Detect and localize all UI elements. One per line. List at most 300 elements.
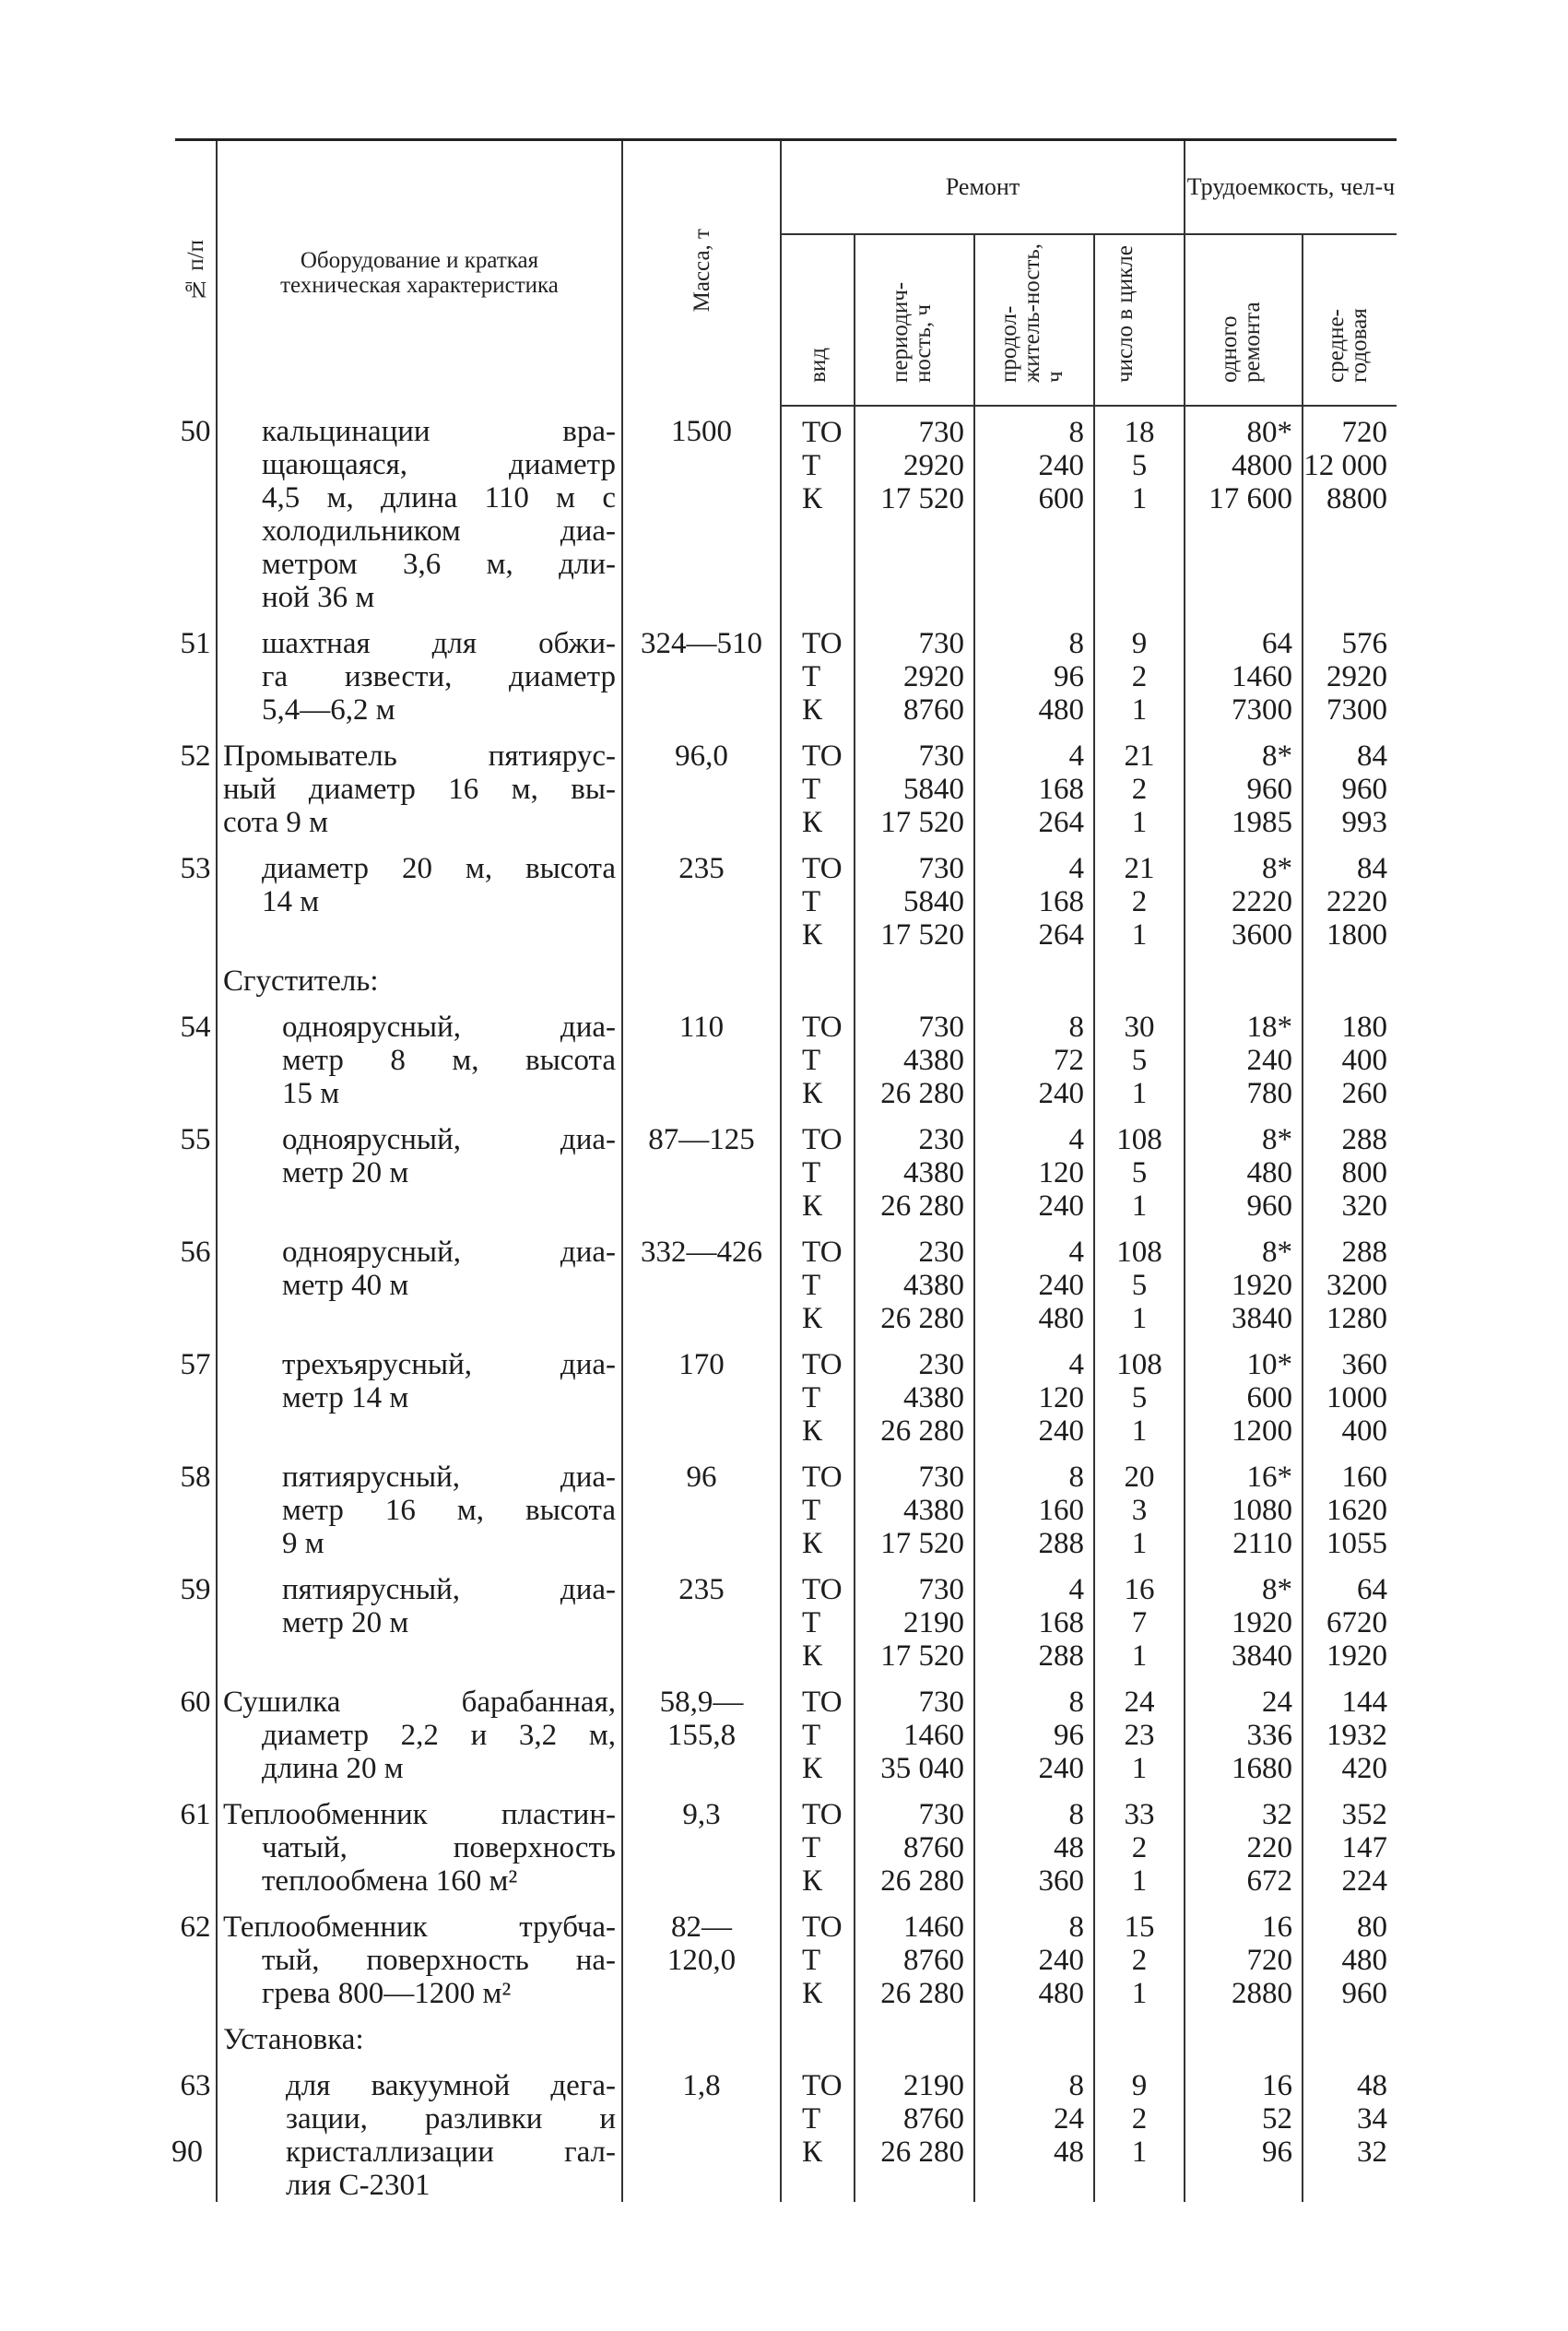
- cell-labor-one-repair-value: 780: [1246, 1077, 1293, 1111]
- header-number: № п/п: [183, 240, 208, 302]
- cell-repair-kind: [781, 2069, 855, 2202]
- cell-mass-value: 235: [678, 1573, 725, 1607]
- cell-repair-kind-value: К: [802, 482, 823, 516]
- cell-mass-value: 1500: [671, 415, 732, 449]
- spacer-cell: [781, 614, 855, 627]
- description-line: Сгуститель:: [223, 964, 379, 999]
- header-period: периодич-ность, ч: [855, 234, 974, 406]
- cell-repair-kind-value: ТО: [802, 627, 843, 661]
- description-line: метр 14 м: [282, 1381, 409, 1415]
- cell-labor-yearly-value: 400: [1341, 1414, 1388, 1449]
- cell-labor-yearly: [1303, 964, 1397, 998]
- spacer-cell: [1094, 952, 1185, 964]
- cell-duration-value: 8: [1068, 2069, 1084, 2103]
- spacer-cell: [1303, 998, 1397, 1011]
- description-line: кальцинации вра-: [262, 415, 616, 449]
- cell-row-number: 58: [180, 1461, 211, 1495]
- cell-labor-one-repair: [1185, 2023, 1303, 2056]
- cell-labor-yearly-value: 34: [1357, 2102, 1388, 2136]
- cell-repair-kind: [781, 406, 855, 614]
- cell-periodicity-value: 8760: [903, 1831, 964, 1865]
- cell-row-number: 55: [180, 1123, 211, 1157]
- cell-periodicity-value: 1460: [903, 1719, 964, 1753]
- cell-cycle-count: [1094, 852, 1185, 952]
- cell-periodicity: [855, 1461, 974, 1560]
- spacer-cell: [1185, 1785, 1303, 1798]
- cell-mass: [622, 1123, 781, 1223]
- cell-repair-kind-value: Т: [802, 1269, 821, 1303]
- spacer-cell: [622, 839, 781, 852]
- cell-repair-kind-value: Т: [802, 1944, 821, 1978]
- cell-periodicity-value: 4380: [903, 1381, 964, 1415]
- row-spacer: [175, 1560, 1397, 1573]
- cell-labor-yearly-value: 420: [1341, 1752, 1388, 1786]
- spacer-cell: [217, 1785, 622, 1798]
- cell-duration: [974, 627, 1094, 727]
- description-line: 4,5 м, длина 110 м с: [262, 481, 616, 515]
- spacer-cell: [1303, 2056, 1397, 2069]
- cell-labor-one-repair: [1185, 964, 1303, 998]
- spacer-cell: [622, 1335, 781, 1348]
- cell-duration: [974, 964, 1094, 998]
- cell-labor-one-repair-value: 672: [1246, 1864, 1293, 1899]
- cell-repair-kind-value: ТО: [802, 1236, 843, 1270]
- cell-repair-kind: [781, 740, 855, 839]
- spacer-cell: [622, 1448, 781, 1461]
- spacer-cell: [1094, 2056, 1185, 2069]
- row-spacer: [175, 2056, 1397, 2069]
- cell-repair-kind-value: Т: [802, 1831, 821, 1865]
- cell-periodicity: [855, 1236, 974, 1335]
- cell-repair-kind-value: К: [802, 1077, 823, 1111]
- cell-cycle-count-value: 2: [1131, 885, 1148, 919]
- cell-labor-yearly: [1303, 1686, 1397, 1785]
- cell-labor-yearly-value: 6720: [1326, 1606, 1388, 1640]
- row-spacer: [175, 614, 1397, 627]
- cell-cycle-count-value: 1: [1131, 2136, 1148, 2170]
- cell-equipment-description: [217, 852, 622, 952]
- cell-periodicity-value: 2920: [903, 660, 964, 694]
- cell-labor-yearly-value: 576: [1341, 627, 1388, 661]
- cell-labor-yearly: [1303, 1236, 1397, 1335]
- row-spacer: [175, 1110, 1397, 1123]
- cell-periodicity-value: 730: [918, 852, 964, 886]
- description-line: чатый, поверхность: [262, 1831, 616, 1865]
- cell-repair-kind-value: ТО: [802, 416, 843, 450]
- spacer-cell: [855, 1785, 974, 1798]
- spacer-cell: [855, 839, 974, 852]
- cell-mass-value: 155,8: [666, 1719, 737, 1753]
- spacer-cell: [175, 1560, 217, 1573]
- description-line: одноярусный, диа-: [282, 1123, 616, 1157]
- cell-mass: [622, 2069, 781, 2202]
- cell-labor-one-repair: [1185, 1798, 1303, 1898]
- cell-duration: [974, 406, 1094, 614]
- cell-duration-value: 48: [1054, 1831, 1084, 1865]
- cell-mass-value: 332—426: [641, 1236, 762, 1270]
- spacer-cell: [622, 1898, 781, 1911]
- cell-cycle-count-value: 16: [1124, 1573, 1155, 1607]
- spacer-cell: [175, 1110, 217, 1123]
- spacer-cell: [781, 1110, 855, 1123]
- cell-mass: [622, 2023, 781, 2056]
- page-number: 90: [171, 2135, 203, 2169]
- cell-labor-one-repair-value: 8*: [1262, 740, 1293, 774]
- cell-mass: [622, 740, 781, 839]
- cell-cycle-count-value: 21: [1124, 740, 1155, 774]
- cell-duration-value: 4: [1068, 852, 1084, 886]
- cell-mass: [622, 1573, 781, 1673]
- cell-row-number: 60: [180, 1686, 211, 1720]
- cell-duration-value: 160: [1038, 1494, 1084, 1528]
- cell-equipment-description: [217, 2023, 622, 2056]
- spacer-cell: [1303, 1223, 1397, 1236]
- cell-cycle-count-value: 15: [1124, 1911, 1155, 1945]
- spacer-cell: [974, 1223, 1094, 1236]
- cell-periodicity-value: 1460: [903, 1911, 964, 1945]
- spacer-cell: [1303, 1110, 1397, 1123]
- cell-labor-one-repair: [1185, 1911, 1303, 2010]
- description-line: диаметр 2,2 и 3,2 м,: [262, 1719, 616, 1753]
- cell-row-number: 56: [180, 1236, 211, 1270]
- cell-periodicity-value: 730: [918, 1011, 964, 1045]
- cell-row-number: 61: [180, 1798, 211, 1832]
- cell-repair-kind: [781, 2023, 855, 2056]
- spacer-cell: [855, 1448, 974, 1461]
- cell-repair-kind-value: К: [802, 1189, 823, 1224]
- spacer-cell: [175, 2010, 217, 2023]
- cell-repair-kind-value: ТО: [802, 1461, 843, 1495]
- cell-labor-one-repair-value: 96: [1262, 2136, 1293, 2170]
- row-spacer: [175, 1785, 1397, 1798]
- cell-cycle-count-value: 1: [1131, 1077, 1148, 1111]
- row-spacer: [175, 727, 1397, 740]
- cell-labor-yearly-value: 180: [1341, 1011, 1388, 1045]
- spacer-cell: [974, 1898, 1094, 1911]
- cell-labor-one-repair-value: 2220: [1232, 885, 1293, 919]
- spacer-cell: [781, 839, 855, 852]
- spacer-cell: [781, 727, 855, 740]
- cell-labor-yearly: [1303, 740, 1397, 839]
- cell-periodicity-value: 730: [918, 1686, 964, 1720]
- description-line: 9 м: [282, 1527, 324, 1561]
- spacer-cell: [1303, 1898, 1397, 1911]
- spacer-cell: [855, 1673, 974, 1686]
- cell-cycle-count-value: 5: [1131, 449, 1148, 483]
- table-row: [175, 1123, 1397, 1223]
- cell-repair-kind-value: Т: [802, 660, 821, 694]
- cell-periodicity: [855, 1348, 974, 1448]
- cell-duration-value: 8: [1068, 1798, 1084, 1832]
- cell-labor-one-repair: [1185, 1573, 1303, 1673]
- cell-periodicity-value: 17 520: [880, 482, 964, 516]
- cell-cycle-count-value: 1: [1131, 1302, 1148, 1336]
- cell-repair-kind-value: Т: [802, 1719, 821, 1753]
- cell-duration-value: 4: [1068, 1123, 1084, 1157]
- cell-duration-value: 240: [1038, 1189, 1084, 1224]
- cell-cycle-count: [1094, 2069, 1185, 2202]
- cell-cycle-count-value: 33: [1124, 1798, 1155, 1832]
- spacer-cell: [855, 1223, 974, 1236]
- cell-mass-value: 9,3: [682, 1798, 721, 1832]
- cell-cycle-count: [1094, 1911, 1185, 2010]
- cell-cycle-count-value: 108: [1116, 1123, 1162, 1157]
- cell-periodicity-value: 17 520: [880, 1639, 964, 1674]
- spacer-cell: [217, 998, 622, 1011]
- cell-labor-one-repair-value: 8*: [1262, 852, 1293, 886]
- spacer-cell: [175, 1673, 217, 1686]
- cell-labor-one-repair-value: 480: [1246, 1156, 1293, 1190]
- cell-repair-kind-value: К: [802, 2136, 823, 2170]
- cell-mass: [622, 1798, 781, 1898]
- cell-cycle-count-value: 1: [1131, 1527, 1148, 1561]
- cell-labor-yearly-value: 1932: [1326, 1719, 1388, 1753]
- cell-row-number: 50: [180, 415, 211, 449]
- cell-periodicity-value: 4380: [903, 1494, 964, 1528]
- cell-periodicity-value: 35 040: [880, 1752, 964, 1786]
- spacer-cell: [855, 1335, 974, 1348]
- cell-duration-value: 120: [1038, 1381, 1084, 1415]
- row-spacer: [175, 998, 1397, 1011]
- cell-duration-value: 480: [1038, 1302, 1084, 1336]
- cell-mass: [622, 627, 781, 727]
- cell-labor-one-repair-value: 16*: [1246, 1461, 1293, 1495]
- spacer-cell: [974, 1110, 1094, 1123]
- cell-periodicity-value: 4380: [903, 1044, 964, 1078]
- spacer-cell: [1094, 1560, 1185, 1573]
- description-line: тый, поверхность на-: [262, 1944, 616, 1978]
- cell-mass-value: 87—125: [648, 1123, 755, 1157]
- cell-labor-one-repair-value: 16: [1262, 1911, 1293, 1945]
- cell-cycle-count-value: 21: [1124, 852, 1155, 886]
- cell-periodicity: [855, 2023, 974, 2056]
- description-line: зации, разливки и: [286, 2102, 616, 2136]
- description-line: одноярусный, диа-: [282, 1236, 616, 1270]
- cell-row-number: 54: [180, 1011, 211, 1045]
- cell-periodicity: [855, 1573, 974, 1673]
- table-row: [175, 1348, 1397, 1448]
- description-line: ный диаметр 16 м, вы-: [223, 773, 616, 807]
- cell-labor-one-repair: [1185, 2069, 1303, 2202]
- cell-labor-one-repair-value: 1080: [1232, 1494, 1293, 1528]
- cell-cycle-count: [1094, 1236, 1185, 1335]
- spacer-cell: [175, 1335, 217, 1348]
- spacer-cell: [1094, 1898, 1185, 1911]
- cell-labor-one-repair-value: 8*: [1262, 1123, 1293, 1157]
- cell-cycle-count-value: 9: [1131, 2069, 1148, 2103]
- cell-duration: [974, 1686, 1094, 1785]
- description-line: грева 800—1200 м²: [262, 1977, 512, 2011]
- cell-mass: [622, 406, 781, 614]
- cell-cycle-count-value: 1: [1131, 482, 1148, 516]
- cell-duration-value: 8: [1068, 627, 1084, 661]
- cell-equipment-description: [217, 1798, 622, 1898]
- spacer-cell: [855, 2056, 974, 2069]
- cell-periodicity-value: 4380: [903, 1269, 964, 1303]
- spacer-cell: [217, 1335, 622, 1348]
- spacer-cell: [781, 2056, 855, 2069]
- cell-labor-yearly-value: 48: [1357, 2069, 1388, 2103]
- cell-periodicity-value: 8760: [903, 2102, 964, 2136]
- cell-duration: [974, 1123, 1094, 1223]
- cell-repair-kind: [781, 1011, 855, 1110]
- cell-labor-yearly-value: 352: [1341, 1798, 1388, 1832]
- cell-labor-one-repair-value: 240: [1246, 1044, 1293, 1078]
- cell-repair-kind-value: К: [802, 1752, 823, 1786]
- cell-equipment-description: [217, 1123, 622, 1223]
- cell-cycle-count-value: 5: [1131, 1381, 1148, 1415]
- spacer-cell: [217, 1223, 622, 1236]
- row-spacer: [175, 952, 1397, 964]
- cell-labor-yearly: [1303, 406, 1397, 614]
- cell-repair-kind-value: Т: [802, 885, 821, 919]
- cell-labor-one-repair: [1185, 1011, 1303, 1110]
- cell-duration-value: 264: [1038, 806, 1084, 840]
- cell-labor-one-repair-value: 3840: [1232, 1302, 1293, 1336]
- cell-labor-one-repair-value: 720: [1246, 1944, 1293, 1978]
- cell-cycle-count-value: 5: [1131, 1269, 1148, 1303]
- cell-mass-value: 96: [686, 1461, 717, 1495]
- spacer-cell: [855, 952, 974, 964]
- cell-labor-yearly: [1303, 1798, 1397, 1898]
- spacer-cell: [781, 2010, 855, 2023]
- cell-duration: [974, 2069, 1094, 2202]
- cell-duration-value: 4: [1068, 740, 1084, 774]
- spacer-cell: [781, 1560, 855, 1573]
- spacer-cell: [781, 1335, 855, 1348]
- header-mass: Масса, т: [622, 140, 781, 407]
- cell-labor-one-repair-value: 1200: [1232, 1414, 1293, 1449]
- cell-labor-one-repair-value: 80*: [1246, 416, 1293, 450]
- cell-duration: [974, 1348, 1094, 1448]
- cell-duration-value: 8: [1068, 1011, 1084, 1045]
- spacer-cell: [1303, 1448, 1397, 1461]
- cell-duration-value: 168: [1038, 773, 1084, 807]
- cell-mass: [622, 1461, 781, 1560]
- cell-labor-yearly-value: 1800: [1326, 918, 1388, 953]
- spacer-cell: [622, 1785, 781, 1798]
- cell-periodicity-value: 26 280: [880, 1302, 964, 1336]
- cell-labor-one-repair: [1185, 1123, 1303, 1223]
- description-line: для вакуумной дега-: [286, 2069, 616, 2103]
- header-count: число в цикле: [1094, 234, 1185, 406]
- spacer-cell: [217, 1560, 622, 1573]
- cell-labor-one-repair-value: 1920: [1232, 1269, 1293, 1303]
- cell-periodicity-value: 26 280: [880, 1977, 964, 2011]
- cell-periodicity-value: 26 280: [880, 1414, 964, 1449]
- spacer-cell: [974, 2056, 1094, 2069]
- description-line: Теплообменник пластин-: [223, 1798, 616, 1832]
- cell-periodicity-value: 8760: [903, 693, 964, 728]
- cell-repair-kind: [781, 1123, 855, 1223]
- spacer-cell: [781, 1898, 855, 1911]
- cell-duration-value: 96: [1054, 660, 1084, 694]
- description-line: метром 3,6 м, дли-: [262, 548, 616, 582]
- cell-cycle-count-value: 2: [1131, 2102, 1148, 2136]
- cell-labor-one-repair-value: 4800: [1232, 449, 1293, 483]
- cell-labor-one-repair-value: 960: [1246, 1189, 1293, 1224]
- cell-repair-kind: [781, 1911, 855, 2010]
- cell-labor-yearly: [1303, 1461, 1397, 1560]
- cell-duration-value: 360: [1038, 1864, 1084, 1899]
- cell-duration-value: 240: [1038, 1077, 1084, 1111]
- repair-schedule-table: [175, 138, 1397, 2202]
- cell-duration-value: 8: [1068, 1911, 1084, 1945]
- cell-mass-value: 82—: [671, 1911, 732, 1945]
- spacer-cell: [217, 839, 622, 852]
- cell-cycle-count: [1094, 964, 1185, 998]
- cell-labor-yearly-value: 2920: [1326, 660, 1388, 694]
- cell-repair-kind-value: К: [802, 1977, 823, 2011]
- spacer-cell: [1185, 998, 1303, 1011]
- spacer-cell: [1303, 2010, 1397, 2023]
- cell-cycle-count-value: 5: [1131, 1156, 1148, 1190]
- cell-repair-kind: [781, 1686, 855, 1785]
- cell-periodicity-value: 230: [918, 1236, 964, 1270]
- spacer-cell: [217, 1110, 622, 1123]
- cell-repair-kind-value: Т: [802, 773, 821, 807]
- table-body: [175, 406, 1397, 2202]
- cell-cycle-count-value: 24: [1124, 1686, 1155, 1720]
- cell-periodicity: [855, 1011, 974, 1110]
- cell-duration-value: 264: [1038, 918, 1084, 953]
- table-row: [175, 964, 1397, 998]
- cell-mass: [622, 852, 781, 952]
- cell-duration-value: 8: [1068, 416, 1084, 450]
- cell-periodicity-value: 8760: [903, 1944, 964, 1978]
- spacer-cell: [781, 1785, 855, 1798]
- cell-repair-kind-value: ТО: [802, 1123, 843, 1157]
- description-line: щающаяся, диаметр: [262, 448, 616, 482]
- cell-repair-kind-value: К: [802, 918, 823, 953]
- cell-repair-kind: [781, 627, 855, 727]
- cell-duration-value: 168: [1038, 885, 1084, 919]
- cell-duration-value: 168: [1038, 1606, 1084, 1640]
- cell-labor-one-repair-value: 10*: [1246, 1348, 1293, 1382]
- cell-cycle-count-value: 30: [1124, 1011, 1155, 1045]
- cell-labor-yearly-value: 320: [1341, 1189, 1388, 1224]
- cell-cycle-count-value: 5: [1131, 1044, 1148, 1078]
- cell-mass-value: 235: [678, 852, 725, 886]
- cell-periodicity-value: 730: [918, 1798, 964, 1832]
- description-line: Сушилка барабанная,: [223, 1686, 616, 1720]
- cell-repair-kind-value: ТО: [802, 1798, 843, 1832]
- cell-repair-kind: [781, 1236, 855, 1335]
- cell-cycle-count-value: 108: [1116, 1348, 1162, 1382]
- cell-duration-value: 480: [1038, 1977, 1084, 2011]
- cell-labor-one-repair: [1185, 1686, 1303, 1785]
- cell-cycle-count-value: 1: [1131, 806, 1148, 840]
- cell-periodicity: [855, 964, 974, 998]
- spacer-cell: [622, 1560, 781, 1573]
- spacer-cell: [974, 839, 1094, 852]
- spacer-cell: [1303, 1673, 1397, 1686]
- description-line: 5,4—6,2 м: [262, 693, 395, 728]
- cell-duration-value: 240: [1038, 449, 1084, 483]
- table-row: [175, 406, 1397, 614]
- cell-cycle-count: [1094, 1573, 1185, 1673]
- spacer-cell: [1185, 1335, 1303, 1348]
- cell-mass: [622, 1348, 781, 1448]
- cell-equipment-description: [217, 406, 622, 614]
- cell-labor-yearly-value: 64: [1357, 1573, 1388, 1607]
- cell-cycle-count-value: 2: [1131, 1944, 1148, 1978]
- cell-labor-one-repair-value: 18*: [1246, 1011, 1293, 1045]
- cell-cycle-count-value: 1: [1131, 1189, 1148, 1224]
- cell-cycle-count-value: 20: [1124, 1461, 1155, 1495]
- cell-labor-one-repair-value: 1460: [1232, 660, 1293, 694]
- cell-cycle-count-value: 108: [1116, 1236, 1162, 1270]
